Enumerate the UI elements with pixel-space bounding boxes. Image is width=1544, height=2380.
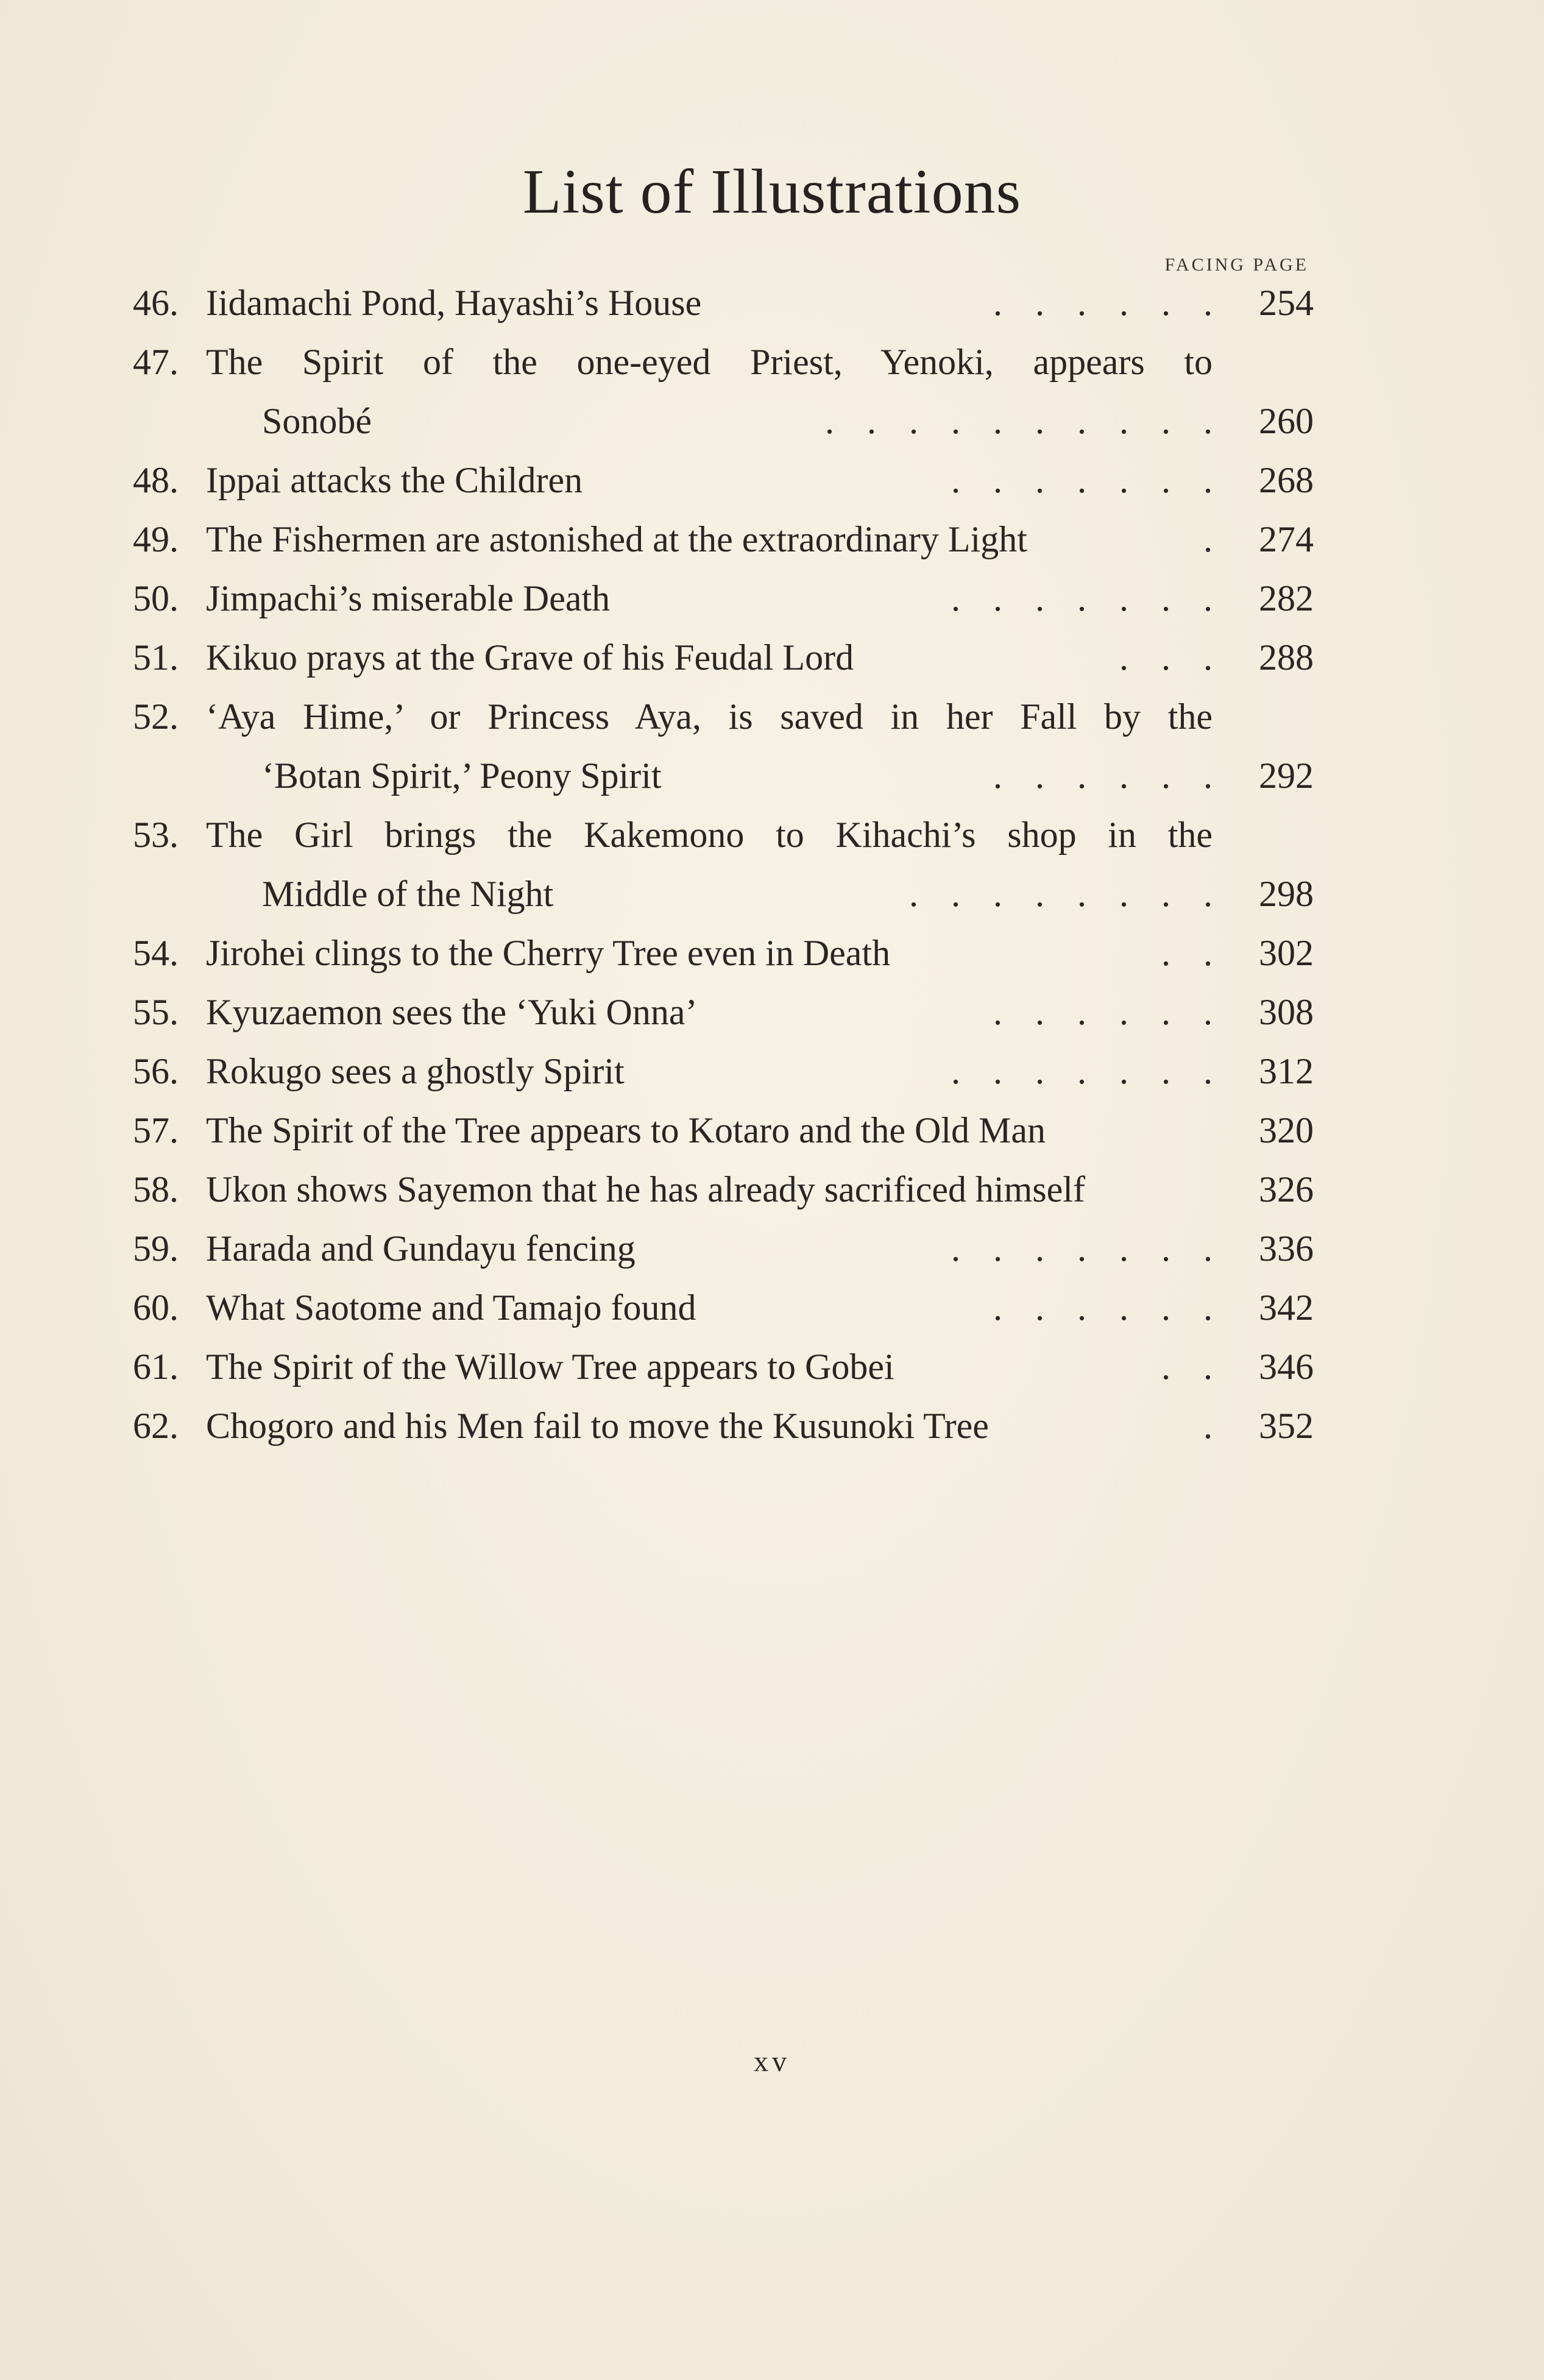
- entry-number: 47.: [133, 342, 179, 382]
- leader-dots: .: [1203, 519, 1245, 559]
- entry-caption: Jimpachi’s miserable Death: [206, 578, 611, 618]
- entry-caption: The Spirit of the one-eyed Priest, Yenoki, appears to: [206, 342, 1213, 382]
- facing-page-number: 346: [1259, 1347, 1314, 1387]
- entry-caption-continuation: Sonobé: [262, 401, 372, 441]
- facing-page-number: 298: [1259, 874, 1314, 914]
- entry-caption: Jirohei clings to the Cherry Tree even in Death: [206, 933, 891, 973]
- entry-number: 55.: [133, 992, 179, 1032]
- facing-page-number: 288: [1259, 637, 1314, 678]
- leader-dots: .......: [951, 1228, 1245, 1269]
- facing-page-number: 268: [1259, 460, 1314, 500]
- entry-number: 51.: [133, 637, 179, 678]
- entry-caption: The Spirit of the Tree appears to Kotaro and the Old Man: [206, 1110, 1046, 1150]
- leader-dots: ......: [993, 992, 1245, 1032]
- facing-page-number: 308: [1259, 992, 1314, 1032]
- entry-number: 48.: [133, 460, 179, 500]
- facing-page-number: 302: [1259, 933, 1314, 973]
- page-title: List of Illustrations: [522, 157, 1022, 227]
- leader-dots: .: [1203, 1406, 1245, 1446]
- entry-caption: Rokugo sees a ghostly Spirit: [206, 1051, 625, 1091]
- entry-number: 57.: [133, 1110, 179, 1150]
- entry-number: 50.: [133, 578, 179, 618]
- facing-page-number: 342: [1259, 1287, 1314, 1328]
- entry-caption: Kikuo prays at the Grave of his Feudal Lord: [206, 637, 854, 678]
- entry-number: 46.: [133, 283, 179, 323]
- entry-number: 60.: [133, 1287, 179, 1328]
- entry-number: 49.: [133, 519, 179, 559]
- entry-number: 54.: [133, 933, 179, 973]
- entry-caption: Kyuzaemon sees the ‘Yuki Onna’: [206, 992, 698, 1032]
- facing-page-number: 336: [1259, 1228, 1314, 1269]
- facing-page-number: 260: [1259, 401, 1314, 441]
- facing-page-number: 282: [1259, 578, 1314, 618]
- leader-dots: .......: [951, 578, 1245, 618]
- facing-page-number: 292: [1259, 756, 1314, 796]
- leader-dots: ......: [993, 1287, 1245, 1328]
- entry-caption-continuation: Middle of the Night: [262, 874, 554, 914]
- facing-page-number: 326: [1259, 1169, 1314, 1209]
- entry-caption: Ukon shows Sayemon that he has already sacrificed himself: [206, 1169, 1085, 1209]
- leader-dots: ..........: [825, 401, 1245, 441]
- entry-number: 52.: [133, 696, 179, 737]
- leader-dots: ..: [1161, 933, 1245, 973]
- leader-dots: ..: [1161, 1347, 1245, 1387]
- entry-number: 58.: [133, 1169, 179, 1209]
- leader-dots: .......: [951, 1051, 1245, 1091]
- leader-dots: ......: [993, 756, 1245, 796]
- entry-caption: The Girl brings the Kakemono to Kihachi’s shop in the: [206, 815, 1213, 855]
- entry-caption: ‘Aya Hime,’ or Princess Aya, is saved in her Fall by the: [206, 696, 1213, 737]
- leader-dots: ...: [1119, 637, 1245, 678]
- entry-number: 61.: [133, 1347, 179, 1387]
- entry-number: 62.: [133, 1406, 179, 1446]
- facing-page-number: 352: [1259, 1406, 1314, 1446]
- entry-number: 56.: [133, 1051, 179, 1091]
- entry-caption-continuation: ‘Botan Spirit,’ Peony Spirit: [262, 756, 662, 796]
- leader-dots: .......: [951, 460, 1245, 500]
- leader-dots: ......: [993, 283, 1245, 323]
- entry-number: 59.: [133, 1228, 179, 1269]
- leader-dots: ........: [909, 874, 1245, 914]
- entry-caption: What Saotome and Tamajo found: [206, 1287, 696, 1328]
- facing-page-number: 320: [1259, 1110, 1314, 1150]
- entry-caption: Harada and Gundayu fencing: [206, 1228, 636, 1269]
- entry-caption: Ippai attacks the Children: [206, 460, 583, 500]
- page-folio: xv: [754, 2045, 790, 2078]
- entry-number: 53.: [133, 815, 179, 855]
- facing-page-number: 312: [1259, 1051, 1314, 1091]
- facing-page-number: 254: [1259, 283, 1314, 323]
- entry-caption: The Spirit of the Willow Tree appears to Gobei: [206, 1347, 894, 1387]
- entry-caption: Chogoro and his Men fail to move the Kusunoki Tree: [206, 1406, 989, 1446]
- facing-page-column-header: FACING PAGE: [1164, 255, 1309, 275]
- facing-page-number: 274: [1259, 519, 1314, 559]
- entry-caption: Iidamachi Pond, Hayashi’s House: [206, 283, 702, 323]
- entry-caption: The Fishermen are astonished at the extraordinary Light: [206, 519, 1027, 559]
